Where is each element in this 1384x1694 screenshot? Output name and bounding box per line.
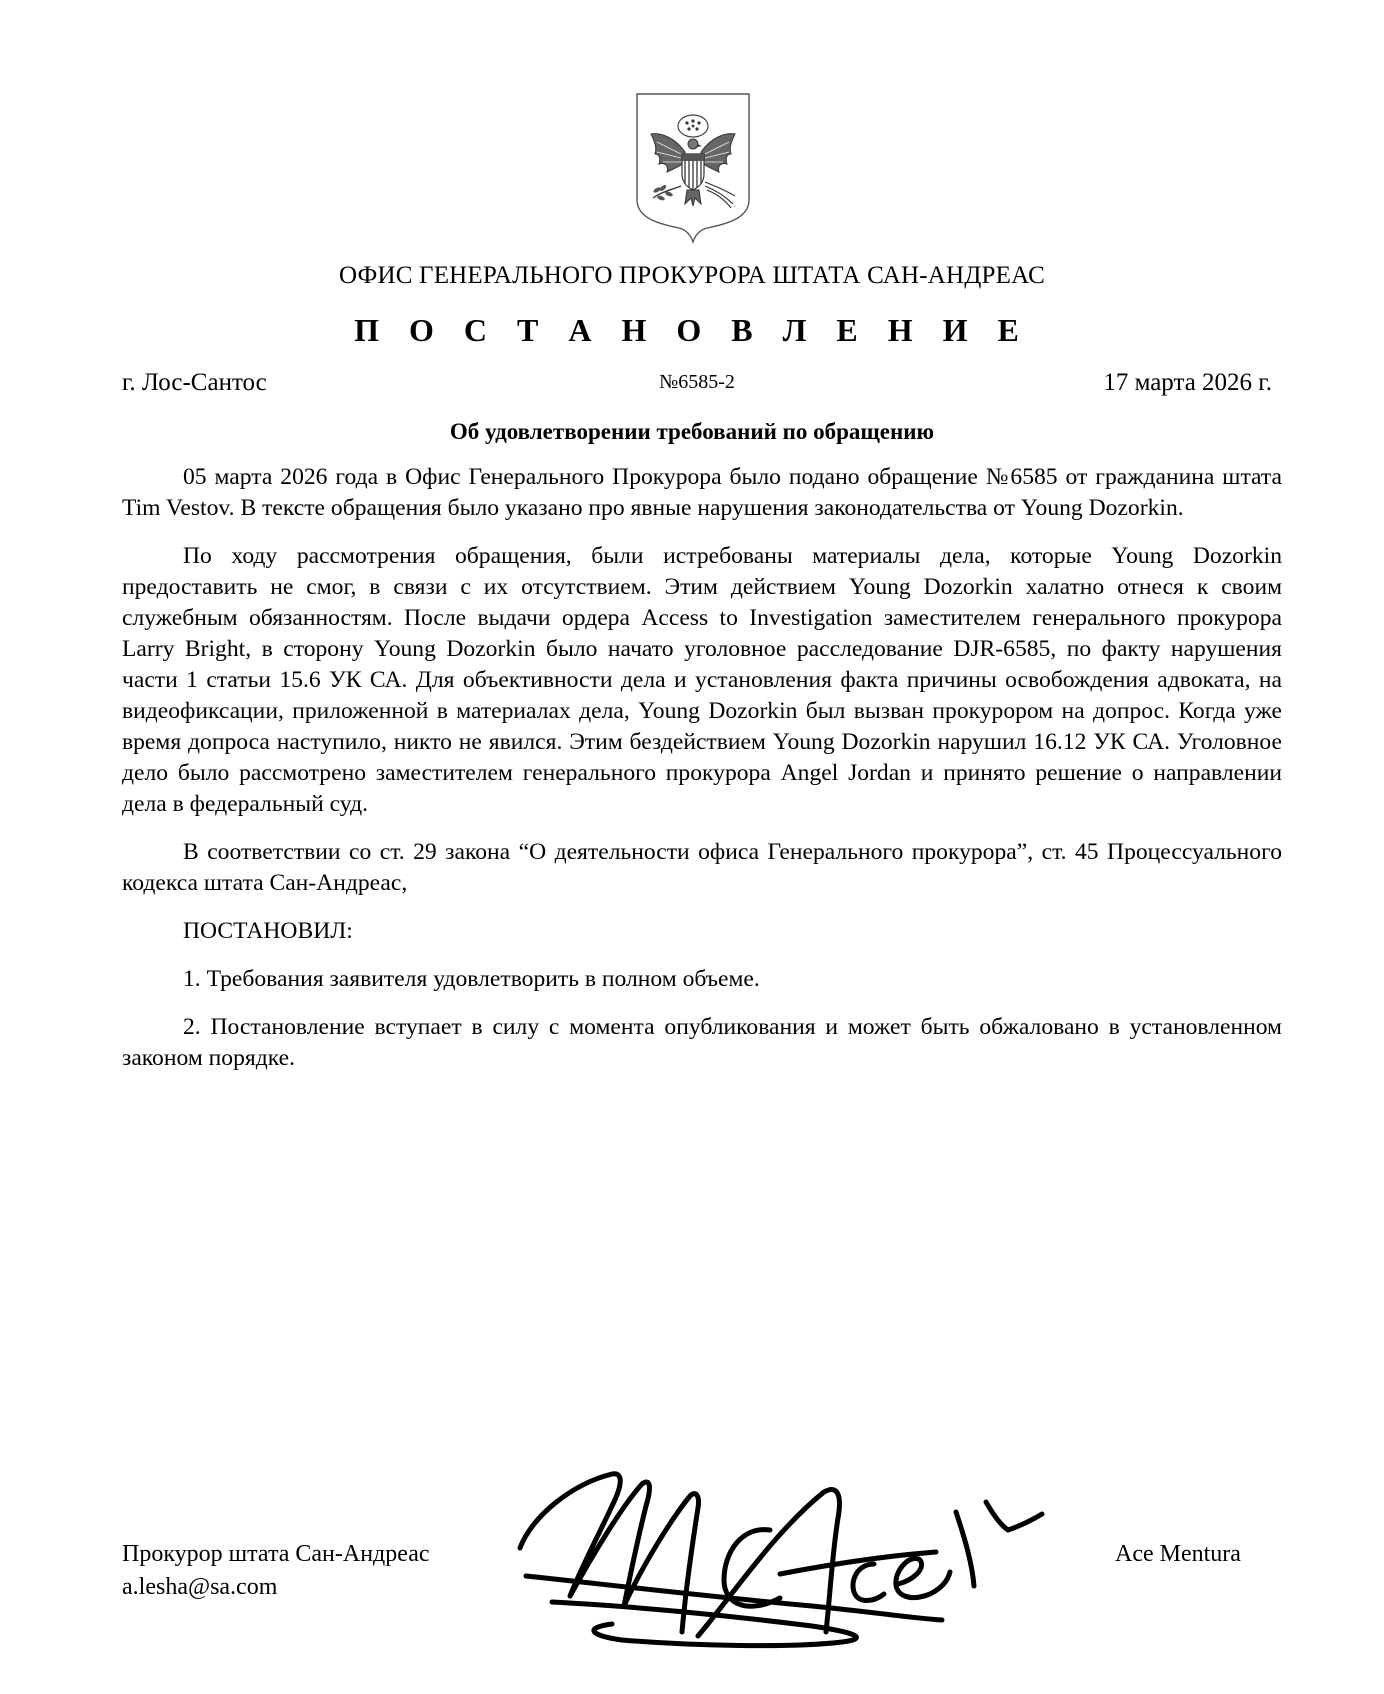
paragraph-resolved: ПОСТАНОВИЛ: [183, 918, 353, 944]
paragraph-investigation: По ходу рассмотрения обращения, были истребованы материалы дела, которые Young Dozorkin предоставить не смог, в связи с их отсутствием. Этим действием Young Dozorkin халатно отнеся к своим служебным обязанностям. После выдачи ордера Access to Investigation заместителем генерального прокурора Larry Bright, в сторону Young Dozorkin было начато уголовное расследование DJR-6585, по факту нарушения части 1 статьи 15.6 УК СА. Для объективности дела и установления факта причины освобождения адвоката, на видеофиксации, приложенной в материалах дела, Young Dozorkin был вызван прокурором на допрос. Когда уже время допроса наступило, никто не явился. Этим бездействием Young Dozorkin нарушил 16.12 УК СА. Уголовное дело было рассмотрено заместителем генерального прокурора Angel Jordan и принято решение о направлении дела в федеральный суд. [122, 543, 1282, 817]
handwritten-signature [512, 1456, 1072, 1656]
meta-row [122, 369, 1272, 403]
subject-heading: Об удовлетворении требований по обращению [449, 419, 935, 444]
decree-date: 17 марта 2026 г. [1103, 369, 1272, 396]
document-body [122, 462, 1282, 1091]
signatory-email: a.lesha@sa.com [122, 1574, 278, 1600]
paragraph-item-2: 2. Постановление вступает в силу с момента опубликования и может быть обжаловано в установленном законом порядке. [122, 1014, 1282, 1071]
city: г. Лос-Сантос [122, 369, 267, 396]
paragraph-legal-basis: В соответствии со ст. 29 закона “О деятельности офиса Генерального прокурора”, ст. 45 Процессуального кодекса штата Сан-Андреас, [122, 839, 1282, 896]
decree-number: №6585-2 [659, 371, 735, 393]
signatory-position: Прокурор штата Сан-Андреас [122, 1541, 430, 1567]
signer-name: Ace Mentura [1115, 1541, 1241, 1567]
office-title: ОФИС ГЕНЕРАЛЬНОГО ПРОКУРОРА ШТАТА САН-АНДРЕАС [338, 262, 1046, 289]
paragraph-item-1: 1. Требования заявителя удовлетворить в полном объеме. [183, 966, 760, 992]
paragraph-intro: 05 марта 2026 года в Офис Генерального Прокурора было подано обращение №6585 от гражданина штата Tim Vestov. В тексте обращения было указано про явные нарушения законодательства от Young Dozorkin. [122, 464, 1282, 521]
eagle-seal-icon [635, 92, 751, 244]
decree-title: П О С Т А Н О В Л Е Н И Е [354, 312, 1030, 348]
signatory-block [122, 1538, 430, 1604]
